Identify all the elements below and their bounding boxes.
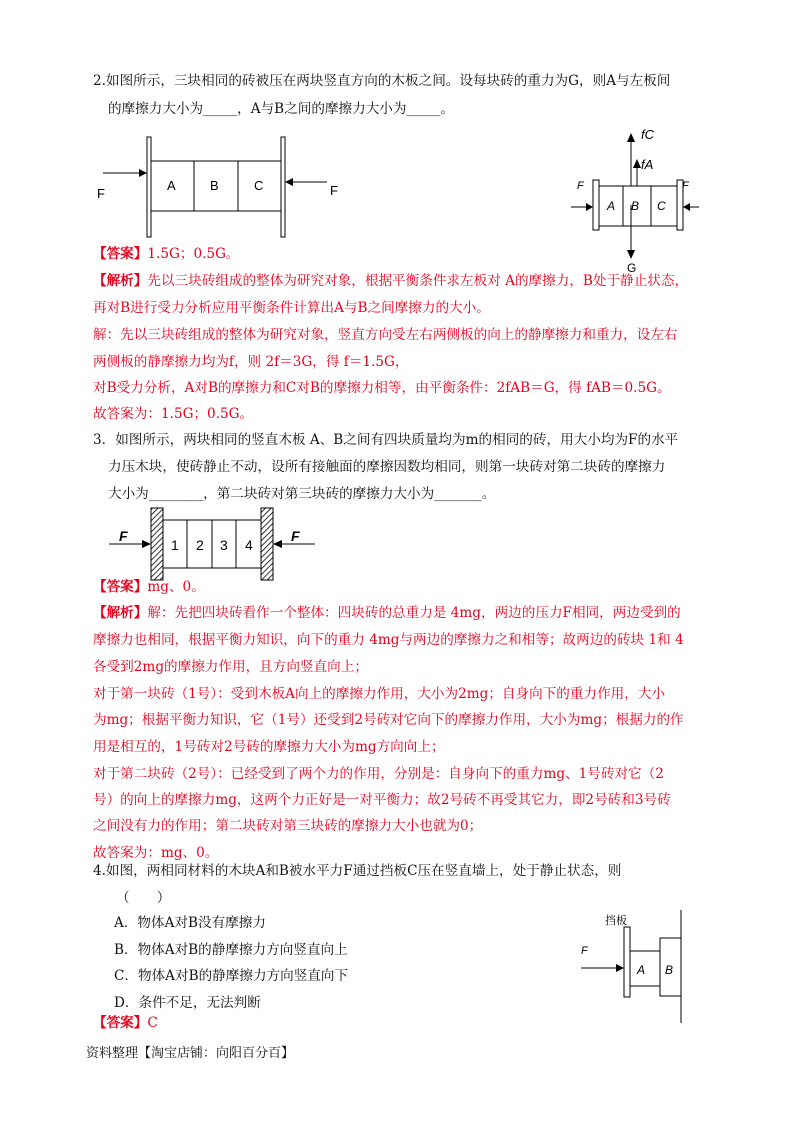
q2-analysis	[93, 271, 688, 291]
q3-analysis-line10: 故答案为：mg、0。	[93, 845, 219, 861]
q4-option-c: C．物体A对B的静摩擦力方向竖直向下	[114, 968, 349, 984]
q2-fig1-brick-a: A	[167, 178, 176, 193]
q3-fig-brick-1: 1	[171, 537, 179, 553]
q3-stem-line3: 大小为________，第二块砖对第三块砖的摩擦力大小为_______。	[108, 486, 496, 502]
q2-figure-left	[95, 133, 338, 243]
q3-fig-brick-4: 4	[245, 537, 253, 553]
q3-analysis-line3: 各受到2mg的摩擦力作用，且方向竖直向上；	[93, 659, 368, 675]
q3-analysis-line9: 之间没有力的作用；第二块砖对第三块砖的摩擦力大小也就为0；	[93, 818, 483, 834]
q4-fig-f: F	[581, 945, 588, 957]
q3-analysis-line5: 为mg；根据平衡力知识，它（1号）还受到2号砖对它向下的摩擦力作用，大小为mg；根据力的作	[93, 712, 684, 728]
q3-figure	[105, 504, 330, 584]
q2-stem-line1: 2.如图所示，三块相同的砖被压在两块竖直方向的木板之间。设每块砖的重力为G，则A与左板间	[93, 73, 671, 89]
q3-answer-text: mg、0。	[147, 579, 205, 595]
q3-answer-tag: 【答案】	[93, 579, 148, 595]
q4-fig-b: B	[665, 963, 674, 977]
q4-fig-baffle-label: 挡板	[605, 915, 627, 927]
q3-analysis-line7: 对于第二块砖（2号）：已经受到了两个力的作用，分别是：自身向下的重力mg、1号砖对它（2	[93, 766, 664, 782]
q2-solution-line4: 故答案为：1.5G；0.5G。	[93, 406, 254, 422]
q2-answer	[93, 244, 240, 264]
q2-fig2-f-right: F	[682, 180, 689, 192]
q2-fig2-f-left: F	[577, 180, 584, 192]
q2-solution-line3: 对B受力分析，A对B的摩擦力和C对B的摩擦力相等，由平衡条件：2fAB＝G，得 fAB＝0.5G。	[93, 380, 671, 396]
q4-answer-text: C	[147, 1015, 158, 1031]
q3-analysis-line2: 摩擦力也相同，根据平衡力知识，向下的重力 4mg与两边的摩擦力之和相等；故两边的砖块 1和 4	[93, 632, 684, 648]
q2-fig2-fc: fC	[641, 127, 654, 142]
q2-analysis-text1: 先以三块砖组成的整体为研究对象，根据平衡条件求左板对 A的摩擦力，B处于静止状态，	[147, 273, 689, 289]
q3-fig-f-right: F	[291, 528, 300, 544]
q2-fig1-brick-b: B	[210, 178, 219, 193]
q2-fig2-brick-b: B	[631, 199, 640, 213]
q2-solution-line2: 两侧板的静摩擦力均为f，则 2f＝3G，得 f＝1.5G，	[93, 354, 409, 370]
q3-stem-line1: 3．如图所示，两块相同的竖直木板 A、B之间有四块质量均为m的相同的砖，用大小均为F的水平	[93, 432, 679, 448]
q2-fig2-brick-a: A	[607, 199, 616, 213]
q3-answer	[93, 577, 205, 597]
q3-fig-brick-3: 3	[220, 537, 228, 553]
q3-stem-line2: 力压木块，使砖静止不动，设所有接触面的摩擦因数均相同，则第一块砖对第二块砖的摩擦力	[108, 459, 666, 475]
q4-option-d: D．条件不足，无法判断	[114, 995, 261, 1011]
q2-stem-line2: 的摩擦力大小为_____，A与B之间的摩擦力大小为_____。	[108, 101, 455, 117]
q3-analysis-line6: 用是相互的，1号砖对2号砖的摩擦力大小为mg方向向上；	[93, 739, 445, 755]
q3-analysis	[93, 603, 681, 623]
q3-analysis-line8: 号）的向上的摩擦力mg，这两个力正好是一对平衡力；故2号砖不再受其它力，即2号砖和3号砖	[93, 792, 671, 808]
q2-fig1-f-left: F	[97, 186, 105, 201]
q2-solution-line1: 解：先以三块砖组成的整体为研究对象，竖直方向受左右两侧板的向上的静摩擦力和重力，设左右	[93, 327, 678, 343]
q3-analysis-line4: 对于第一块砖（1号）：受到木板A向上的摩擦力作用，大小为2mg；自身向下的重力作用，大小	[93, 686, 666, 702]
q2-fig2-g: G	[627, 261, 637, 275]
q2-fig2-brick-c: C	[657, 199, 666, 213]
q2-figure-right	[565, 125, 705, 275]
q2-analysis-line2: 再对B进行受力分析应用平衡条件计算出A与B之间摩擦力的大小。	[93, 300, 490, 316]
q2-answer-tag: 【答案】	[93, 246, 148, 262]
q2-analysis-tag: 【解析】	[93, 273, 148, 289]
q4-answer	[93, 1013, 158, 1033]
q3-fig-brick-2: 2	[196, 537, 204, 553]
q4-option-a: A．物体A对B没有摩擦力	[114, 915, 266, 931]
q4-paren: （ ）	[116, 890, 171, 906]
q2-fig1-brick-c: C	[254, 178, 264, 193]
q3-fig-f-left: F	[119, 528, 128, 544]
footer-source: 资料整理【淘宝店铺：向阳百分百】	[86, 1046, 295, 1061]
q4-stem-line1: 4.如图，两相同材料的木块A和B被水平力F通过挡板C压在竖直墙上，处于静止状态，则	[93, 863, 622, 879]
q4-answer-tag: 【答案】	[93, 1015, 148, 1031]
q2-fig2-fa: fA	[641, 157, 654, 172]
q2-fig1-f-right: F	[330, 183, 338, 198]
q4-option-b: B．物体A对B的静摩擦力方向竖直向上	[114, 942, 348, 958]
q4-fig-a: A	[637, 963, 646, 977]
q3-analysis-text1: 解：先把四块砖看作一个整体：四块砖的总重力是 4mg，两边的压力F相同，两边受到的	[147, 605, 681, 621]
q3-analysis-tag: 【解析】	[93, 605, 148, 621]
q2-answer-text: 1.5G；0.5G。	[147, 246, 240, 262]
q4-figure	[575, 905, 695, 1025]
